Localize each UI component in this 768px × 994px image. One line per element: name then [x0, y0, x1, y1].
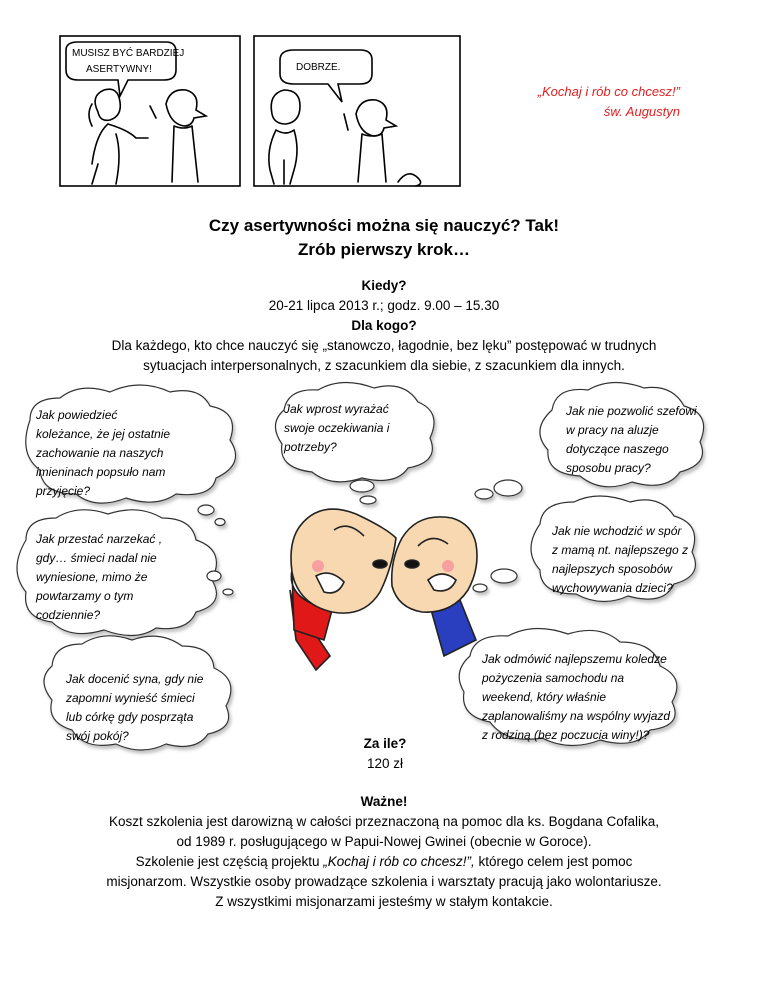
cloud-1-line: Jak powiedzieć — [36, 408, 118, 422]
cloud-7-line: Jak odmówić najlepszemu koledze — [482, 652, 667, 666]
price-label: Za ile? — [363, 736, 407, 751]
cloud-5-text — [552, 522, 688, 598]
cloud-5-line: wychowywania dzieci? — [552, 581, 673, 595]
cloud-4-line: Jak przestać narzekać , — [36, 532, 163, 546]
comic-panel1-text-2: ASERTYWNY! — [86, 64, 152, 75]
cloud-6-line: Jak docenić syna, gdy nie — [66, 672, 204, 686]
cloud-4-line: codziennie? — [36, 608, 101, 622]
cloud-7-line: pożyczenia samochodu na — [482, 671, 625, 685]
cloud-1-line: przyjęcie? — [36, 484, 91, 498]
cloud-6-line: zapomni wynieść śmieci — [66, 691, 195, 705]
who-line1: Dla każdego, kto chce nauczyć się „stanowczo, łagodnie, bez lęku” postępować w trudnych — [111, 338, 657, 353]
important-line5: Z wszystkimi misjonarzami jesteśmy w stałym kontakcie. — [215, 894, 553, 909]
cloud-1-line: imieninach popsuło nam — [36, 465, 166, 479]
when-value: 20-21 lipca 2013 r.; godz. 9.00 – 15.30 — [268, 298, 500, 313]
page-title-line2: Zrób pierwszy krok… — [298, 240, 470, 259]
cloud-7-text — [482, 650, 670, 745]
angry-faces-illustration — [290, 509, 477, 670]
cloud-1-line: zachowanie na naszych — [36, 446, 164, 460]
who-label: Dla kogo? — [351, 318, 417, 333]
cloud-5-line: najlepszych sposobów — [552, 562, 673, 576]
cloud-2-line: potrzeby? — [284, 440, 337, 454]
cloud-5-line: z mamą nt. najlepszego z — [552, 543, 689, 557]
price-value: 120 zł — [366, 756, 404, 771]
quote-author: św. Augustyn — [603, 104, 680, 119]
cloud-4-line: gdy… śmieci nadal nie — [36, 551, 157, 565]
comic-panel1-text-1: MUSISZ BYĆ BARDZIEJ — [72, 48, 185, 59]
project-name: „Kochaj i rób co chcesz!”, — [323, 854, 475, 869]
cloud-3-line: dotyczące naszego — [566, 442, 669, 456]
who-line2: sytuacjach interpersonalnych, z szacunkiem dla siebie, z szacunkiem dla innych. — [143, 358, 625, 373]
cloud-4-text — [36, 530, 162, 625]
comic-panel2-text: DOBRZE. — [296, 62, 341, 73]
important-label: Ważne! — [360, 794, 408, 809]
cloud-3-text — [566, 402, 697, 478]
cloud-6-line: swój pokój? — [66, 729, 129, 743]
cloud-2-text — [284, 400, 389, 457]
cloud-6-line: lub córkę gdy posprząta — [66, 710, 194, 724]
cloud-2-line: swoje oczekiwania i — [284, 421, 390, 435]
cloud-3-line: Jak nie pozwolić szefowi — [566, 404, 697, 418]
important-line3-post: którego celem jest pomoc — [474, 854, 633, 869]
important-line3-pre: Szkolenie jest częścią projektu — [135, 854, 324, 869]
important-line1: Koszt szkolenia jest darowizną w całości przeznaczoną na pomoc dla ks. Bogdana Cofalika, — [108, 814, 660, 829]
cloud-4-line: powtarzamy o tym — [36, 589, 134, 603]
cloud-7-line: zaplanowaliśmy na wspólny wyjazd — [482, 709, 671, 723]
cloud-6-text — [66, 670, 203, 746]
cloud-4-line: wyniesione, mimo że — [36, 570, 148, 584]
cloud-7-line: z rodziną (bez poczucia winy!)? — [482, 728, 650, 742]
comic-strip — [58, 34, 464, 190]
cloud-3-line: sposobu pracy? — [566, 461, 651, 475]
cloud-3-line: w pracy na aluzje — [566, 423, 659, 437]
quote — [480, 82, 680, 122]
when-label: Kiedy? — [361, 278, 407, 293]
cloud-5-line: Jak nie wchodzić w spór — [552, 524, 682, 538]
cloud-1-text — [36, 406, 170, 501]
important-line2: od 1989 r. posługującego w Papui-Nowej Gwinei (obecnie w Goroce). — [176, 834, 592, 849]
important-line4: misjonarzom. Wszystkie osoby prowadzące szkolenia i warsztaty pracują jako wolontariusze. — [106, 874, 662, 889]
important-section — [0, 792, 768, 912]
cloud-2-line: Jak wprost wyrażać — [284, 402, 389, 416]
cloud-1-line: koleżance, że jej ostatnie — [36, 427, 171, 441]
quote-text: „Kochaj i rób co chcesz!” — [537, 84, 680, 99]
cloud-7-line: weekend, który właśnie — [482, 690, 607, 704]
important-line3 — [0, 852, 768, 872]
page-title-line1: Czy asertywności można się nauczyć? Tak! — [208, 216, 560, 235]
